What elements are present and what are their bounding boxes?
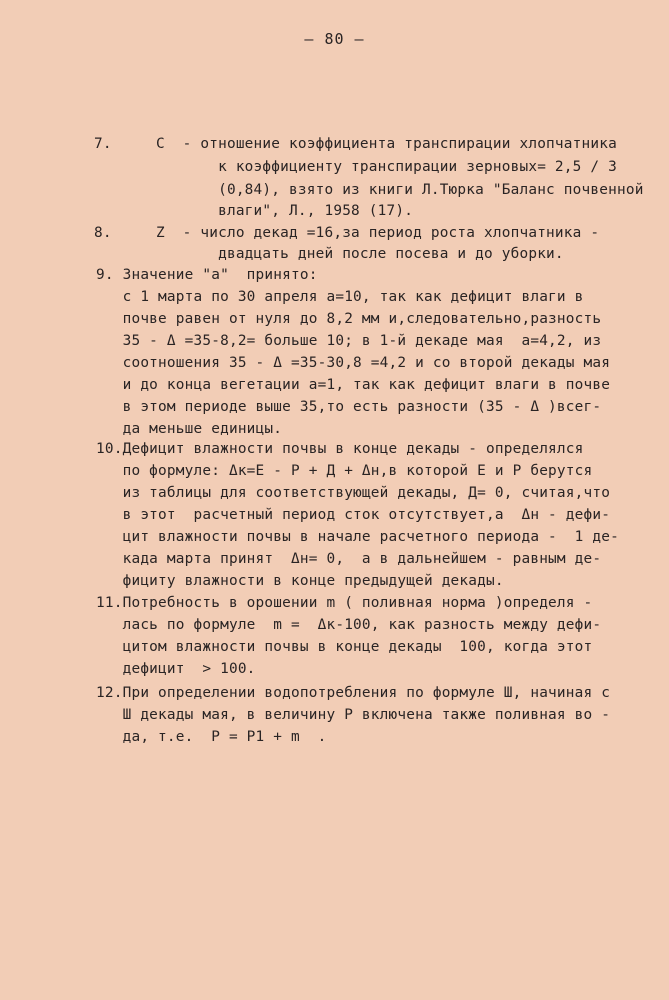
item-10-line-1: 10.Дефицит влажности почвы в конце декады - определялся bbox=[96, 441, 584, 457]
item-8-line-2: двадцать дней после посева и до уборки. bbox=[94, 246, 564, 262]
item-11-line-4: дефицит > 100. bbox=[96, 661, 256, 677]
item-12-line-1: 12.При определении водопотребления по формуле Ш, начиная с bbox=[96, 685, 611, 701]
item-9-line-6: и до конца вегетации а=1, так как дефицит влаги в почве bbox=[96, 377, 611, 393]
item-12-line-3: да, т.е. Р = Р1 + m . bbox=[96, 729, 327, 745]
item-10-line-3: из таблицы для соответствующей декады, Д= 0, считая,что bbox=[96, 485, 611, 501]
item-10-line-6: када марта принят Δн= 0, а в дальнейшем - равным де- bbox=[96, 551, 602, 567]
page-number: — 80 — bbox=[304, 30, 365, 48]
item-9-line-1: 9. Значение "а" принято: bbox=[96, 267, 318, 283]
item-11-line-1: 11.Потребность в орошении m ( поливная норма )определя - bbox=[96, 595, 593, 611]
item-8-line-1: 8. Z - число декад =16,за период роста хлопчатника - bbox=[94, 225, 600, 241]
item-9-line-3: почве равен от нуля до 8,2 мм и,следовательно,разность bbox=[96, 311, 602, 327]
item-9-line-2: с 1 марта по 30 апреля а=10, так как дефицит влаги в bbox=[96, 289, 584, 305]
item-9-line-7: в этом периоде выше 35,то есть разности (35 - Δ )всег- bbox=[96, 399, 602, 415]
item-12-line-2: Ш декады мая, в величину Р включена также поливная во - bbox=[96, 707, 611, 723]
item-7-line-1: 7. C - отношение коэффициента транспирации хлопчатника bbox=[94, 136, 617, 152]
item-9-line-8: да меньше единицы. bbox=[96, 421, 283, 437]
item-7-line-4: влаги", Л., 1958 (17). bbox=[94, 203, 414, 219]
item-10-line-2: по формуле: Δк=Е - Р + Д + Δн,в которой Е и Р берутся bbox=[96, 463, 593, 479]
item-10-line-4: в этот расчетный период сток отсутствует,а Δн - дефи- bbox=[96, 507, 611, 523]
item-7-line-3: (0,84), взято из книги Л.Тюрка "Баланс почвенной bbox=[94, 182, 644, 198]
item-9-line-5: соотношения 35 - Δ =35-30,8 =4,2 и со второй декады мая bbox=[96, 355, 611, 371]
item-7-line-2: к коэффициенту транспирации зерновых= 2,5 / 3 bbox=[94, 159, 617, 175]
item-10-line-5: цит влажности почвы в начале расчетного периода - 1 де- bbox=[96, 529, 619, 545]
item-10-line-7: фициту влажности в конце предыдущей декады. bbox=[96, 573, 504, 589]
item-11-line-2: лась по формуле m = Δк-100, как разность между дефи- bbox=[96, 617, 602, 633]
item-11-line-3: цитом влажности почвы в конце декады 100, когда этот bbox=[96, 639, 593, 655]
item-9-line-4: 35 - Δ =35-8,2= больше 10; в 1-й декаде мая а=4,2, из bbox=[96, 333, 602, 349]
